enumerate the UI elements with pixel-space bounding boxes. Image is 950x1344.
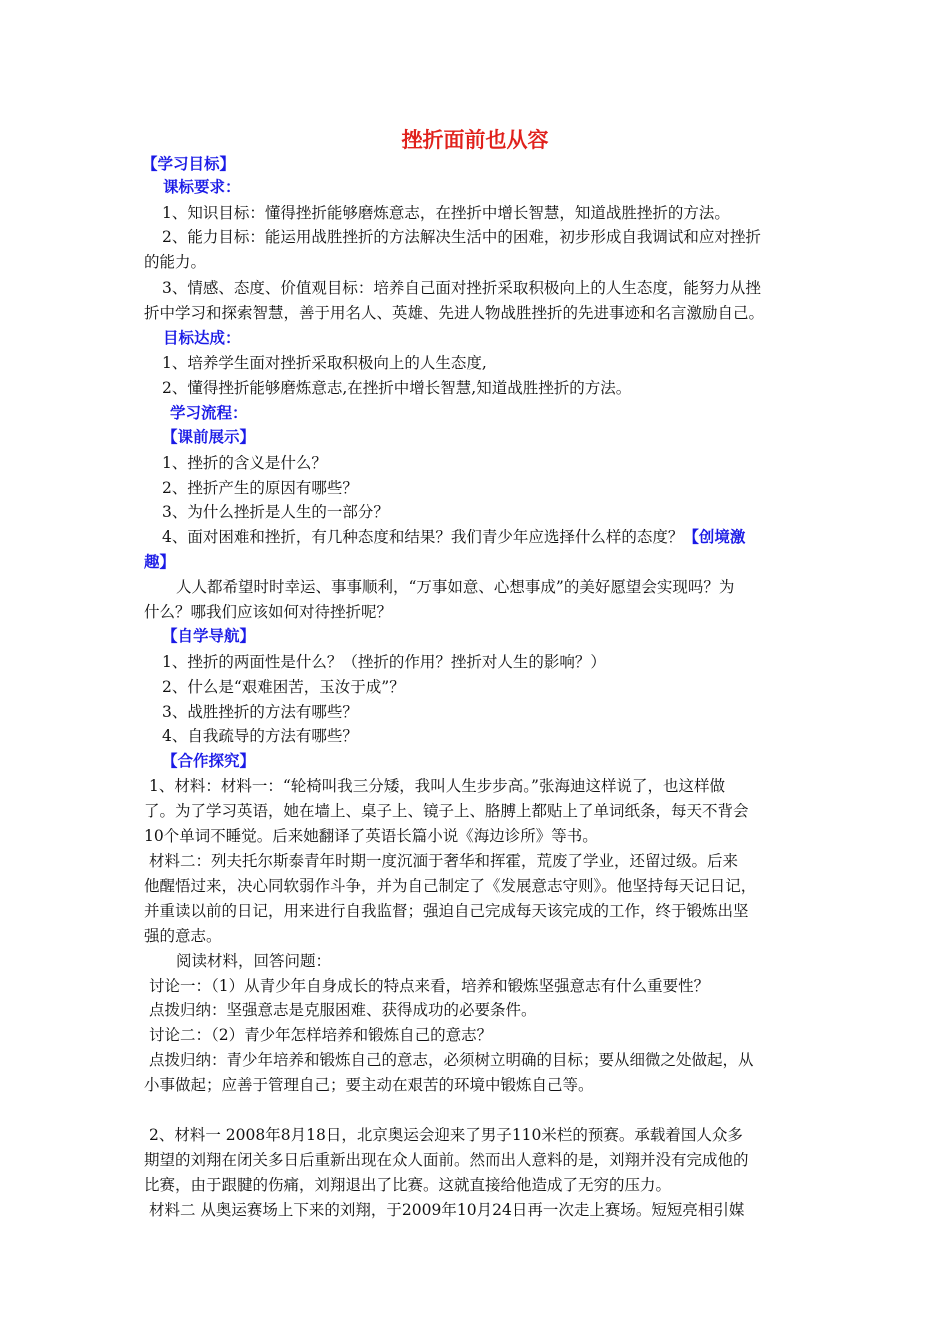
section-heading: 【学习目标】 [142, 155, 236, 173]
text-line: 3、情感、态度、价值观目标：培养自己面对挫折采取积极向上的人生态度，能努力从挫 [162, 279, 761, 297]
text-line: 折中学习和探索智慧，善于用名人、英雄、先进人物战胜挫折的先进事迹和名言激励自己。 [144, 304, 765, 322]
text-line: 2、能力目标：能运用战胜挫折的方法解决生活中的困难，初步形成自我调试和应对挫折 [162, 228, 761, 246]
section-heading: 学习流程： [170, 404, 248, 422]
text-line: 1、培养学生面对挫折采取积极向上的人生态度, [162, 354, 487, 372]
text-line: 期望的刘翔在闭关多日后重新出现在众人面前。然而出人意料的是，刘翔并没有完成他的 [144, 1151, 749, 1169]
text-line: 2、什么是“艰难困苦，玉汝于成”？ [162, 678, 405, 696]
text-line: 人人都希望时时幸运、事事顺利，“万事如意、心想事成”的美好愿望会实现吗？为 [176, 578, 735, 596]
text-line: 2、懂得挫折能够磨炼意志,在挫折中增长智慧,知道战胜挫折的方法。 [162, 379, 632, 397]
text-line: 点拨归纳：坚强意志是克服困难、获得成功的必要条件。 [149, 1001, 537, 1019]
text-line: 他醒悟过来，决心同软弱作斗争，并为自己制定了《发展意志守则》。他坚持每天记日记， [144, 877, 757, 895]
text-line: 点拨归纳：青少年培养和锻炼自己的意志，必须树立明确的目标；要从细微之处做起，从 [149, 1051, 754, 1069]
text-line: 4、面对困难和挫折，有几种态度和结果？我们青少年应选择什么样的态度？【创境激 [162, 528, 746, 546]
text-line: 的能力。 [144, 253, 207, 271]
text-line: 4、自我疏导的方法有哪些？ [162, 727, 358, 745]
text-line: 阅读材料，回答问题： [176, 952, 332, 970]
section-heading: 课标要求： [163, 178, 241, 196]
text-line: 材料二：列夫托尔斯泰青年时期一度沉湎于奢华和挥霍，荒废了学业，还留过级。后来 [149, 852, 739, 870]
text-line: 1、知识目标：懂得挫折能够磨炼意志，在挫折中增长智慧，知道战胜挫折的方法。 [162, 204, 730, 222]
text-line: 1、挫折的含义是什么？ [162, 454, 327, 472]
text-line: 1、材料：材料一：“轮椅叫我三分矮，我叫人生步步高。”张海迪这样说了，也这样做 [149, 777, 725, 795]
text-line: 比赛，由于跟腱的伤痛，刘翔退出了比赛。这就直接给他造成了无穷的压力。 [144, 1176, 672, 1194]
text-line: 2、材料一 2008年8月18日，北京奥运会迎来了男子110米栏的预赛。承载着国人众多 [149, 1126, 743, 1144]
section-heading: 目标达成： [163, 329, 241, 347]
text-line: 3、战胜挫折的方法有哪些？ [162, 703, 358, 721]
inline-section-heading: 【创境激 [683, 528, 746, 546]
text-line: 2、挫折产生的原因有哪些？ [162, 479, 358, 497]
text-line: 3、为什么挫折是人生的一部分？ [162, 503, 389, 521]
section-heading: 【合作探究】 [162, 752, 256, 770]
text-line: 1、挫折的两面性是什么？（挫折的作用？挫折对人生的影响？） [162, 653, 606, 671]
text-line: 材料二 从奥运赛场上下来的刘翔，于2009年10月24日再一次走上赛场。短短亮相引媒 [149, 1201, 745, 1219]
text-line: 10个单词不睡觉。后来她翻译了英语长篇小说《海边诊所》等书。 [144, 827, 598, 845]
text-line: 强的意志。 [144, 927, 222, 945]
text-line: 讨论一：（1）从青少年自身成长的特点来看，培养和锻炼坚强意志有什么重要性？ [149, 977, 710, 995]
text-line: 讨论二：（2）青少年怎样培养和锻炼自己的意志？ [149, 1026, 493, 1044]
section-heading: 【课前展示】 [162, 428, 256, 446]
text-line: 了。为了学习英语，她在墙上、桌子上、镜子上、胳膊上都贴上了单词纸条，每天不背会 [144, 802, 749, 820]
section-heading: 【自学导航】 [162, 627, 256, 645]
section-heading: 趣】 [144, 553, 176, 571]
text-line: 并重读以前的日记，用来进行自我监督；强迫自己完成每天该完成的工作，终于锻炼出坚 [144, 902, 749, 920]
text-line: 什么？哪我们应该如何对待挫折呢？ [144, 603, 393, 621]
text-line: 小事做起；应善于管理自己；要主动在艰苦的环境中锻炼自己等。 [144, 1076, 594, 1094]
document-title: 挫折面前也从容 [401, 128, 549, 152]
